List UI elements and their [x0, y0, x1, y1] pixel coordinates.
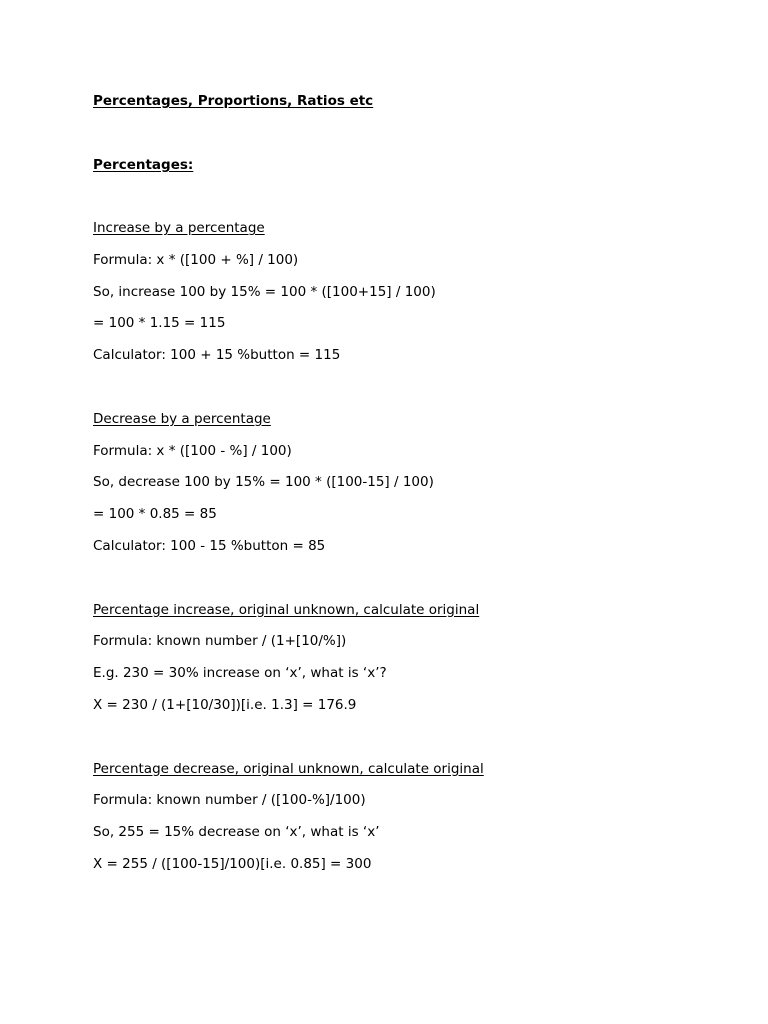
result-line: = 100 * 1.15 = 115 — [93, 315, 226, 332]
section-heading: Decrease by a percentage — [93, 410, 271, 427]
section-title-percentages: Percentages: — [93, 157, 194, 173]
result-line: X = 255 / ([100-15]/100)[i.e. 0.85] = 300 — [93, 855, 372, 872]
section-increase-original-unknown — [93, 600, 713, 715]
formula-line: Formula: known number / ([100-%]/100) — [93, 792, 366, 809]
result-line: X = 230 / (1+[10/30])[i.e. 1.3] = 176.9 — [93, 696, 357, 713]
section-decrease-original-unknown — [93, 759, 713, 874]
example-line: So, increase 100 by 15% = 100 * ([100+15] / 100) — [93, 283, 436, 300]
example-line: So, 255 = 15% decrease on ‘x’, what is ‘x’ — [93, 824, 380, 841]
section-heading: Percentage increase, original unknown, calculate original — [93, 601, 480, 618]
calculator-line: Calculator: 100 + 15 %button = 115 — [93, 347, 341, 364]
document-title: Percentages, Proportions, Ratios etc — [93, 93, 374, 109]
result-line: = 100 * 0.85 = 85 — [93, 506, 217, 523]
section-heading: Increase by a percentage — [93, 220, 265, 236]
formula-line: Formula: x * ([100 - %] / 100) — [93, 442, 292, 459]
formula-line: Formula: x * ([100 + %] / 100) — [93, 251, 299, 268]
document-body — [93, 91, 713, 874]
formula-line: Formula: known number / (1+[10/%]) — [93, 633, 347, 650]
example-line: E.g. 230 = 30% increase on ‘x’, what is ‘x’? — [93, 665, 387, 682]
section-heading: Percentage decrease, original unknown, calculate original — [93, 760, 484, 777]
calculator-line: Calculator: 100 - 15 %button = 85 — [93, 537, 326, 554]
section-decrease — [93, 409, 713, 556]
example-line: So, decrease 100 by 15% = 100 * ([100-15] / 100) — [93, 474, 434, 491]
section-increase — [93, 218, 713, 365]
